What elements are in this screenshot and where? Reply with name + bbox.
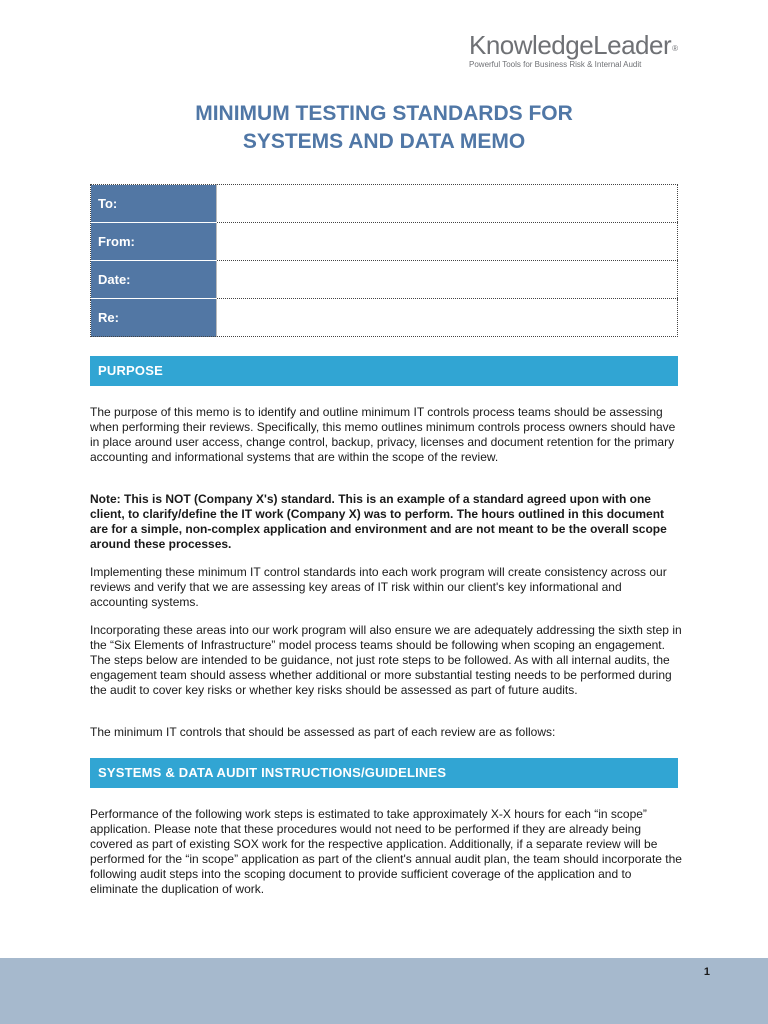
memo-value-re[interactable] xyxy=(217,299,678,337)
memo-label-re: Re: xyxy=(91,299,217,337)
logo-name-part2: Leader xyxy=(593,30,672,60)
logo-tagline: Powerful Tools for Business Risk & Internal Audit xyxy=(469,60,642,69)
memo-label-to: To: xyxy=(91,185,217,223)
purpose-heading: PURPOSE xyxy=(90,356,678,386)
purpose-paragraph-1: The purpose of this memo is to identify and outline minimum IT controls process teams should be assessing when performing their reviews. Specifically, this memo outlines minimum controls process owners should have in place around user access, change control, backup, privacy, licenses and document retention for the primary accounting and informational systems that are within the scope of the review. xyxy=(90,405,676,464)
logo-name-part1: Knowledge xyxy=(469,30,594,60)
instructions-paragraph-1: Performance of the following work steps is estimated to take approximately X-X hours for each “in scope” application. Please note that these procedures would not need to be performed if they are already being covered as part of existing SOX work for the respective application. Additionally, if a separate review will be performed for the “in scope” application as part of the client's annual audit plan, the team should incorporate the following audit steps into the scoping document to provide sufficient coverage of the application and to eliminate the duplication of work. xyxy=(90,807,682,896)
logo-registered-mark: ® xyxy=(672,44,678,53)
title-line-2: SYSTEMS AND DATA MEMO xyxy=(242,130,526,153)
memo-row-to xyxy=(91,185,678,223)
instructions-heading: SYSTEMS & DATA AUDIT INSTRUCTIONS/GUIDELINES xyxy=(90,758,678,788)
memo-label-date: Date: xyxy=(91,261,217,299)
memo-header-table xyxy=(90,184,678,337)
page-number: 1 xyxy=(703,966,710,978)
document-title xyxy=(90,100,678,156)
memo-row-re xyxy=(91,299,678,337)
memo-value-date[interactable] xyxy=(217,261,678,299)
memo-value-from[interactable] xyxy=(217,223,678,261)
title-line-1: MINIMUM TESTING STANDARDS FOR xyxy=(195,102,573,125)
memo-value-to[interactable] xyxy=(217,185,678,223)
memo-row-date xyxy=(91,261,678,299)
purpose-note-paragraph: Note: This is NOT (Company X's) standard. This is an example of a standard agreed upon with one client, to clarify/define the IT work (Company X) was to perform. The hours outlined in this document are for a simple, non-complex application and environment and are not meant to be the overall scope around these processes. xyxy=(90,492,667,551)
memo-label-from: From: xyxy=(91,223,217,261)
logo-wordmark xyxy=(469,30,689,60)
memo-row-from xyxy=(91,223,678,261)
purpose-paragraph-5: The minimum IT controls that should be assessed as part of each review are as follows: xyxy=(90,725,556,739)
purpose-paragraph-3: Implementing these minimum IT control standards into each work program will create consistency across our reviews and verify that we are assessing key areas of IT risk within our client's key informational and accounting systems. xyxy=(90,565,667,609)
knowledgeleader-logo xyxy=(469,30,689,69)
page-footer xyxy=(0,958,768,1024)
purpose-paragraph-4: Incorporating these areas into our work program will also ensure we are adequately addressing the sixth step in the “Six Elements of Infrastructure” model process teams should be following when scoping an engagement. The steps below are intended to be guidance, not just rote steps to be followed. As with all internal audits, the engagement team should assess whether additional or more substantial testing needs to be performed during the audit to cover key risks or whether key risks should be assessed as part of future audits. xyxy=(90,623,682,697)
